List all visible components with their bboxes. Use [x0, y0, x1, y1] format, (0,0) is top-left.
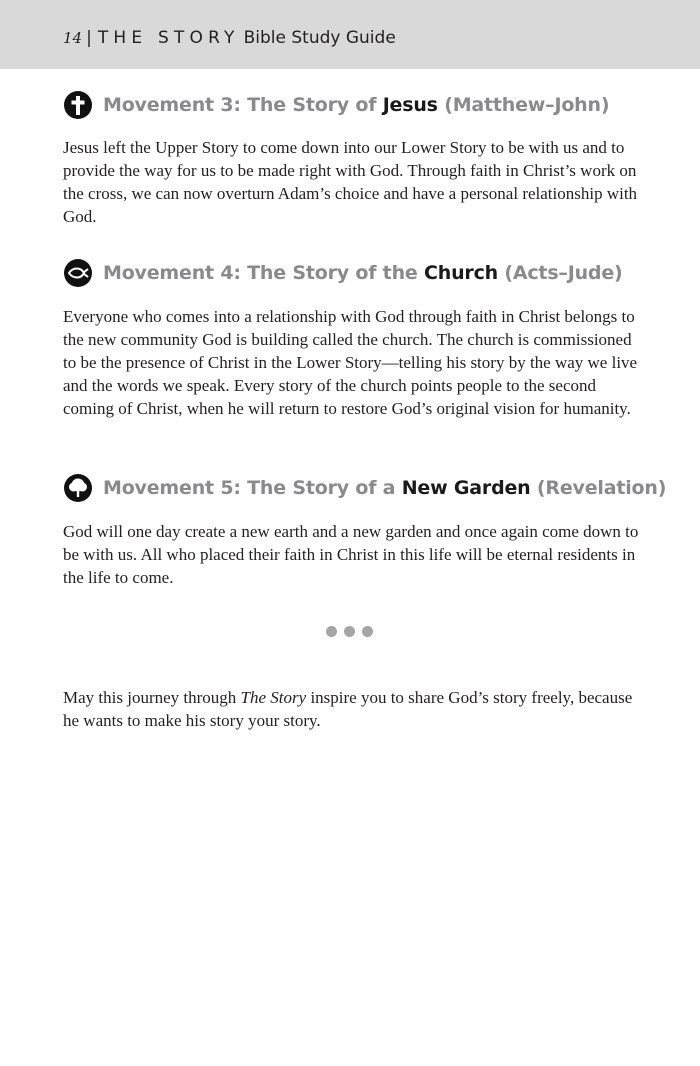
movement-5-keyword: New Garden [401, 477, 531, 499]
movement-4-body: Everyone who comes into a relationship with God through faith in Christ belongs to the new community God is building called the church. The church is commissioned to be the presence of Christ in the Lower Story—telling his story by the way we live and the words we speak. Every story of the church points people to the second coming of Christ, when he will return to restore God’s original vision for humanity. [63, 307, 638, 418]
tree-icon [63, 473, 93, 503]
dot [344, 626, 355, 637]
movement-3-keyword: Jesus [382, 94, 438, 116]
dot [362, 626, 373, 637]
movement-3-prefix: Movement 3: The Story of [103, 94, 383, 116]
book-subtitle: Bible Study Guide [243, 28, 396, 48]
dot [326, 626, 337, 637]
movement-3-heading [63, 90, 609, 120]
header-separator: | [86, 28, 92, 48]
fish-icon [63, 258, 93, 288]
page-number: 14 [63, 29, 83, 47]
movement-5-heading [63, 473, 666, 503]
movement-4-heading [63, 258, 623, 288]
movement-5-prefix: Movement 5: The Story of a [103, 477, 402, 499]
movement-5-body: God will one day create a new earth and a new garden and once again come down to be with us. All who placed their faith in Christ in this life will be eternal residents in the life to come. [63, 522, 639, 587]
movement-3-body: Jesus left the Upper Story to come down into our Lower Story to be with us and to provide the way for us to be made right with God. Through faith in Christ’s work on the cross, we can now overturn Adam’s choice and have a personal relationship with God. [63, 138, 638, 226]
movement-4-keyword: Church [424, 262, 498, 284]
header-text [63, 28, 396, 48]
movement-5-suffix: (Revelation) [530, 477, 667, 499]
closing-paragraph [63, 686, 643, 732]
running-header [0, 0, 700, 69]
section-break-dots [326, 626, 373, 637]
movement-4-suffix: (Acts–Jude) [497, 262, 623, 284]
cross-icon [63, 90, 93, 120]
movement-5-title [103, 477, 666, 499]
book-title: THE STORY [97, 28, 240, 48]
closing-after: inspire you to share God’s story freely, because he wants to make his story your story. [63, 688, 633, 730]
movement-4-prefix: Movement 4: The Story of the [103, 262, 424, 284]
closing-before: May this journey through [63, 688, 241, 707]
movement-3-suffix: (Matthew–John) [437, 94, 610, 116]
movement-3-title [103, 94, 609, 116]
movement-4-title [103, 262, 623, 284]
closing-book-title: The Story [240, 688, 307, 707]
